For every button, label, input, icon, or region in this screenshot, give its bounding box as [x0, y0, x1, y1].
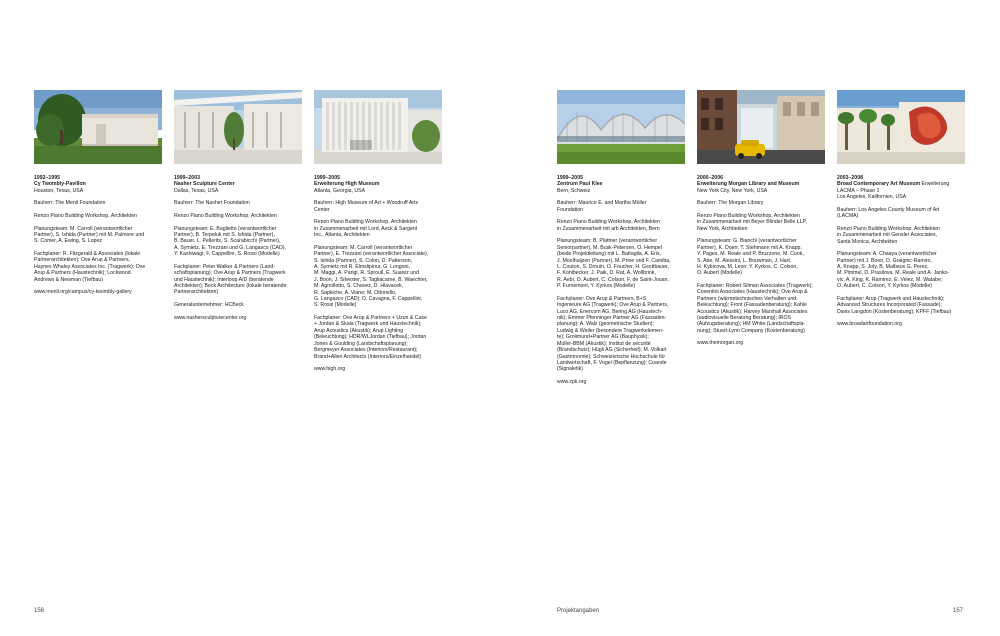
- project-title-suffix: Erweiterung: [920, 181, 950, 188]
- project-client: Bauherr: The Morgan Library: [697, 200, 764, 207]
- project-client: Bauherr: High Museum of Art + Woodruff Arts Center: [314, 200, 419, 213]
- project-url[interactable]: www.menil.org/campus/cy-twombly-gallery: [34, 289, 132, 296]
- project-team: Planungsteam: A. Chaaya (verantwortlicher Partner) mit J. Boon, D. Graignic-Ramiro, A. Knapp, S. Joly, B. Malbeux G. Perez, M. Pimmel, D. Prasilova, M. Reale und A. Janko- vic, A. King, K. Ramirez, E. Velez, M. Watabe; O. Aubert, C. Colson, Y. Kyrkos (Modelle): [837, 251, 950, 290]
- project-architect: Renzo Piano Building Workshop, Architekten in Zusammenarbeit mit Lord, Aeck & Sargent Inc., Atlanta, Architekten: [314, 219, 418, 239]
- project-location: New York City, New York, USA: [697, 187, 768, 194]
- project-title: Erweiterung Morgan Library and Museum: [697, 181, 800, 188]
- project-consultants: Fachplaner: Robert Silman Associates (Tragwerk); Cosentini Associates (Haustechnik); Ove Arup & Partners (wärmetechnisches Verhalten und Beleuchtung); Front (Fassadenberatung); Kahle Acoustics (Akustik); Harvey Marshall Associates (audiovisuelle Beratung Beratung); IROS (Aufzugsberatung); HM White (Landschaftspla- nung); Stuart-Lynn Company (Kostenberatung): [697, 283, 813, 334]
- project-consultants: Fachplaner: Ove Arup & Partners, B+S Ingenieure AG (Tragwerk); Ove Arup & Partners, Luco AG, Enercom AG, Bering AG (Haustech- nik); Emmer Pfenninger Partner AG (Fassaden- planung); A. Walz (geometrische Studien); Ludwig & Weiler (besondere Tragwerkelemen- te); Grolimund+Partner AG (Bauphysik); Müller-BBM (Akustik); Institut de sécurité (Brandschutz); Hügli AG (Sicherheit); M. Volkart (Gastronomie); Schweizerische Hochschule für Landwirtschaft, F. Vogel (Bepflanzung); Coande (Signaletik): [557, 295, 669, 373]
- project-header: [314, 175, 442, 194]
- project-header: [174, 175, 302, 194]
- project-nasher: [174, 90, 302, 321]
- project-location: Bern, Schweiz: [557, 187, 591, 194]
- photo-nasher-sculpture-center: [174, 90, 302, 164]
- photo-zentrum-paul-klee: [557, 90, 685, 164]
- project-team: Planungsteam: M. Carroll (verantwortlicher Partner), S. Ishida (Partner) mit M. Palmore und S. Comer, A. Ewing, S. Lopez: [34, 225, 145, 245]
- project-header: [34, 175, 162, 194]
- project-architect: Renzo Piano Building Workshop, Architekten in Zusammenarbeit mit Gensler Associates, Santa Monica, Architekten: [837, 225, 940, 245]
- project-broad-museum: [837, 90, 965, 328]
- project-years: 2000–2006: [697, 175, 723, 181]
- project-morgan-library: [697, 90, 825, 347]
- project-architect: Renzo Piano Building Workshop, Architekten: [174, 213, 277, 219]
- project-header: [557, 175, 685, 194]
- project-high-museum: [314, 90, 442, 373]
- project-url[interactable]: www.broadartfoundation.org: [837, 321, 902, 328]
- project-team: Planungsteam: M. Carroll (verantwortlicher Partner), E. Trezzani (verantwortlicher Associate), S. Ishida (Partner), S. Colon, D. Patterson, A. Symietz mit R. Elmslipinur, G. Longoni, M. Maggi, A. Parigi, R. Sproull, E. Suarez und J. Boon, J. Silvester, S. Tagliacarne, B. Waechter, M. Agnolletto, S. Chavez, D. Hlavacek, R. Sapkiche, A. Viane; M. Ottonello, G. Langasco (CAD); D. Cavagna, F. Cappellini, S. Rossi (Modelle): [314, 244, 429, 309]
- project-header: [697, 175, 825, 194]
- project-contractor: Generalunternehmer: HCBeck: [174, 302, 244, 309]
- project-architect: Renzo Piano Building Workshop, Architekten in Zusammenarbeit mit arb Architekten, Bern: [557, 219, 660, 232]
- project-consultants: Fachplaner: Peter Walker & Partners (Land- schaftsplanung); Ove Arup & Partners (Tragwerk und Haustechnik); Interloop A/D (beratende Architekten); Beck Architecture (lokale beratende Partnerarchitekten): [174, 263, 287, 296]
- photo-broad-contemporary-art-museum: [837, 90, 965, 164]
- project-client: Bauherr: Maurice E. and Martha Müller Foundation: [557, 200, 647, 213]
- project-years: 1992–1995: [34, 175, 60, 181]
- project-title: Zentrum Paul Klee: [557, 181, 603, 188]
- project-consultants: Fachplaner: R. Fitzgerald & Associates (lokale Partnerarchitekten); Ove Arup & Partners, Haynes Whaley Associates Inc. (Tragwerk); Ove Arup & Partners (Haustechnik); Lockwood Andrews & Newman (Tiefbau): [34, 251, 146, 283]
- page-number-left: 156: [34, 608, 45, 614]
- project-consultants: Fachplaner: Arup (Tragwerk und Haustechnik); Advanced Structures Incorporated (Fassade); Davis Langdon (Kostenberatung); KPFF (Tiefbau): [837, 295, 952, 315]
- project-team: Planungsteam: B. Plattner (verantwortlicher Seniorpartner), M. Busk-Petersen, O. Hempel (beide Projektleitung) mit L. Battaglia, A. Eris, J. Moolhuijzen (Partner), M. Prine und F. Camiba, L. Couton, S. Drouin, O. Foucher, H. Gsottbauer, F. Kohlbecker, J. Paik, D. Rat, A. Wollbrink, R. Aebi, O. Aubert, C. Colson, F. de Saint-Jouan, P. Furnemont, Y. Kyrkos (Modelle): [557, 238, 671, 290]
- project-cy-twombly: [34, 90, 162, 296]
- page-number-right: 157: [953, 608, 964, 614]
- project-years: 1999–2005: [314, 175, 340, 181]
- photo-morgan-library: [697, 90, 825, 164]
- project-team: Planungsteam: G. Bianchi (verantwortlicher Partner), K. Doerr, T. Stehmann mit A. Knapp, Y. Pages, M. Reale und P. Bruzzone, M. Cook, S. Abe, M. Alessini, L. Bouwman, J. Hart, H. Kybicova, M. Leon; Y. Kyrkos, C. Colson, O. Aubert (Modelle): [697, 238, 804, 277]
- project-url[interactable]: www.themorgan.org: [697, 340, 744, 347]
- project-consultants: Fachplaner: Ove Arup & Partners + Uzun & Case + Jordan & Skala (Tragwerk und Haustechnik); Arup Acoustics (Akustik); Arup Lighting (Beleuchtung); HDR/WLJordan (Tiefbau); Jordan Jones & Goulding (Landschaftsplanung); Bergmeyer Associates (Interiors/Restaurant); Brand+Allen Architects (Interiors/Einzelhandel): [314, 315, 427, 360]
- project-team: Planungsteam: E. Baglietto (verantwortlicher Partner), B. Terpeluk mit S. Ishida (Partner), B. Bauer, L. Pellerits, S. Scarabicchi (Partner), A. Symietz, E. Trezzani und G. Langasco (CAD), Y. Kashiwagi; F. Cappellini, S. Rossi (Modelle): [174, 225, 286, 258]
- project-zentrum-paul-klee: [557, 90, 685, 385]
- project-architect: Renzo Piano Building Workshop, Architekten: [34, 213, 137, 219]
- project-url[interactable]: www.high.org: [314, 366, 346, 373]
- project-client: Bauherr: Los Angeles County Museum of Art (LACMA): [837, 206, 940, 220]
- project-location: Houston, Texas, USA: [34, 187, 84, 194]
- project-years: 1999–2003: [174, 175, 200, 181]
- project-location: Atlanta, Georgia, USA: [314, 187, 366, 194]
- project-title: Nasher Sculpture Center: [174, 181, 235, 188]
- project-years: 1999–2005: [557, 175, 583, 181]
- project-title: Erweiterung High Museum: [314, 181, 380, 188]
- project-client: Bauherr: The Nasher Foundation: [174, 200, 250, 207]
- project-header: [837, 175, 965, 201]
- project-title: Broad Contemporary Art Museum: [837, 181, 921, 188]
- project-years: 2003–2008: [837, 175, 863, 181]
- photo-cy-twombly-pavilion: [34, 90, 162, 164]
- project-url[interactable]: www.nashersculpturecenter.org: [174, 314, 247, 321]
- project-location: Dallas, Texas, USA: [174, 187, 219, 194]
- project-location: LACMA – Phase 1 Los Angeles, Kalifornien, USA: [837, 187, 907, 201]
- photo-high-museum: [314, 90, 442, 164]
- running-head: Projektangaben: [557, 608, 600, 614]
- project-client: Bauherr: The Menil Foundation: [34, 200, 106, 207]
- project-url[interactable]: www.zpk.org: [557, 378, 587, 385]
- project-title-line: [837, 181, 965, 187]
- project-architect: Renzo Piano Building Workshop, Architekten in Zusammenarbeit mit Beyer Blinder Belle LLP, New York, Architekten: [697, 213, 807, 232]
- project-title: Cy Twombly-Pavillon: [34, 181, 86, 188]
